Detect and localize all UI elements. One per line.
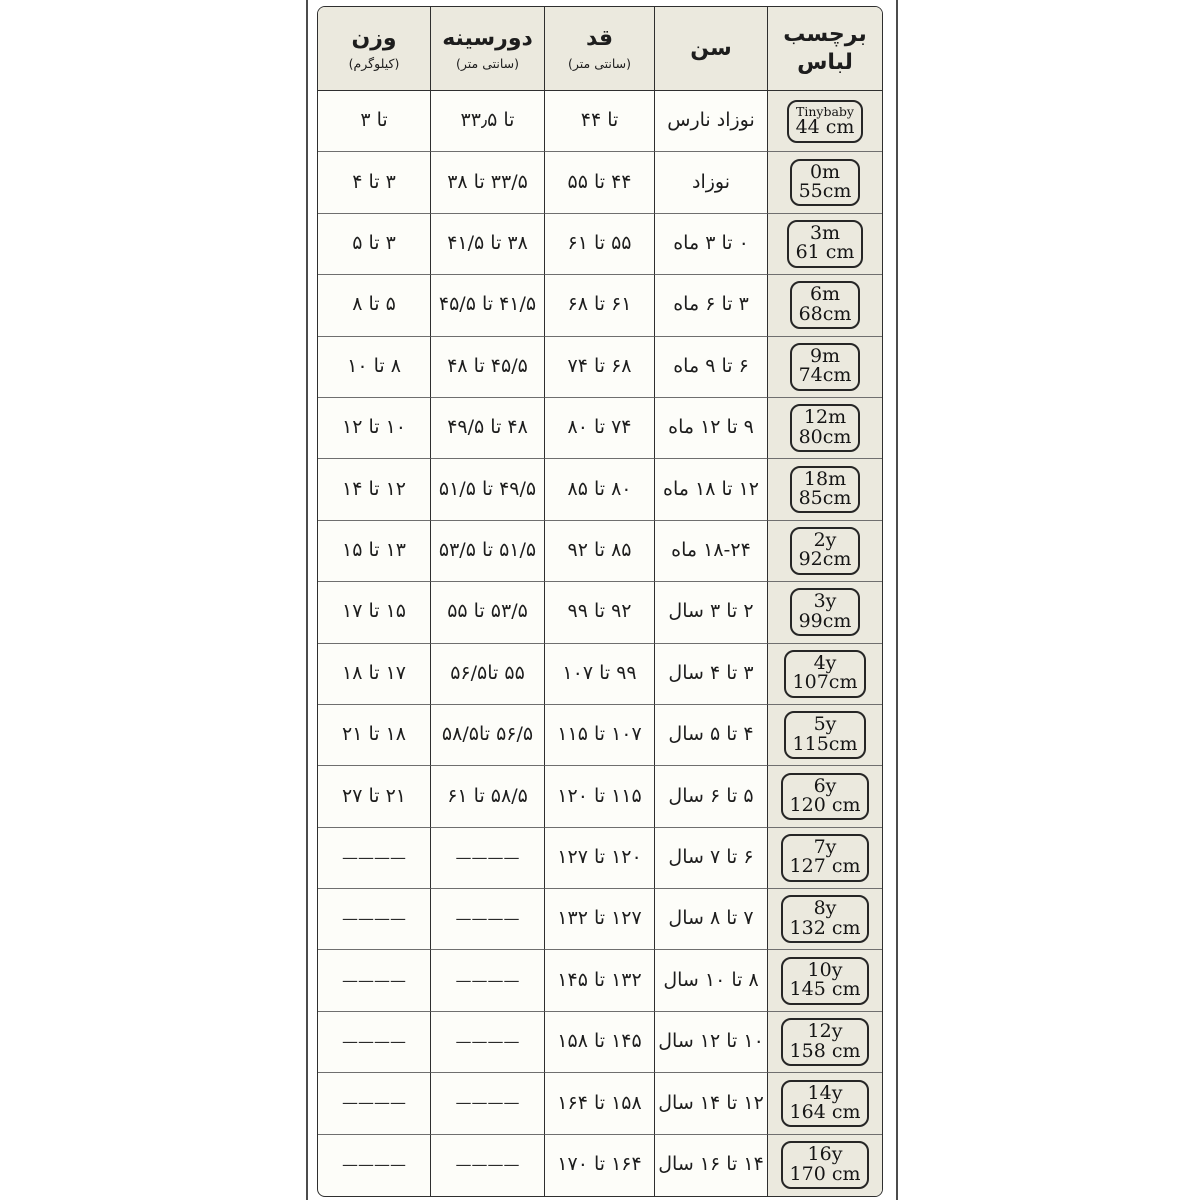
height-value: ۶۱ تا ۶۸ [567, 293, 632, 316]
size-label-badge [790, 588, 861, 636]
cell-height [545, 275, 655, 336]
age-value: نوزاد [691, 170, 731, 193]
right-frame-line [896, 0, 898, 1200]
cell-weight [318, 337, 431, 398]
size-label-badge [790, 159, 861, 207]
size-cm: 61 cm [795, 241, 855, 264]
size-cm: 145 cm [789, 978, 861, 1001]
cell-height [545, 459, 655, 520]
header-weight-title: وزن [351, 26, 397, 52]
height-value: ۸۰ تا ۸۵ [567, 477, 632, 500]
age-value: ۱۰ تا ۱۲ سال [658, 1030, 764, 1053]
cell-size-label [768, 889, 882, 950]
height-value: ۱۲۷ تا ۱۳۲ [557, 907, 642, 930]
cell-chest [431, 889, 545, 950]
height-value: ۱۱۵ تا ۱۲۰ [557, 784, 642, 807]
cell-age [655, 152, 768, 213]
cell-size-label [768, 91, 882, 152]
cell-size-label [768, 828, 882, 889]
header-age-title: سن [690, 35, 732, 61]
cell-chest [431, 275, 545, 336]
size-label-badge [781, 773, 870, 821]
cell-age [655, 91, 768, 152]
size-cm: 115cm [792, 732, 858, 755]
cell-size-label [768, 521, 882, 582]
cell-height [545, 766, 655, 827]
size-code: 6m [809, 283, 841, 306]
age-value: ۶ تا ۹ ماه [673, 354, 749, 377]
cell-weight [318, 1012, 431, 1073]
size-code: 18m [803, 467, 847, 490]
cell-size-label [768, 275, 882, 336]
age-value: ۱۲ تا ۱۸ ماه [663, 477, 759, 500]
weight-value: ———— [342, 970, 406, 990]
height-value: ۱۶۴ تا ۱۷۰ [557, 1153, 642, 1176]
cell-weight [318, 152, 431, 213]
chest-value: ۴۹/۵ تا ۵۱/۵ [438, 477, 537, 500]
size-code: 6y [813, 774, 837, 797]
cell-size-label [768, 1012, 882, 1073]
chest-value: ۳۳/۵ تا ۳۸ [447, 170, 528, 193]
chest-value: ۵۶/۵ تا۵۸/۵ [441, 723, 534, 746]
cell-chest [431, 644, 545, 705]
cell-height [545, 91, 655, 152]
height-value: ۶۸ تا ۷۴ [567, 354, 632, 377]
size-code: 16y [807, 1143, 843, 1166]
age-value: ۵ تا ۶ سال [668, 784, 754, 807]
cell-chest [431, 152, 545, 213]
size-label-badge [781, 957, 870, 1005]
cell-weight [318, 459, 431, 520]
size-cm: 92cm [798, 548, 852, 571]
cell-chest [431, 1012, 545, 1073]
cell-size-label [768, 582, 882, 643]
height-value: ۱۵۸ تا ۱۶۴ [557, 1091, 642, 1114]
cell-age [655, 1073, 768, 1134]
age-value: ۳ تا ۴ سال [668, 661, 754, 684]
cell-size-label [768, 766, 882, 827]
height-value: ۱۲۰ تا ۱۲۷ [557, 845, 642, 868]
size-code: 5y [813, 713, 837, 736]
cell-chest [431, 705, 545, 766]
size-cm: 99cm [798, 609, 852, 632]
cell-weight [318, 214, 431, 275]
chest-value: تا ۳۳٫۵ [460, 109, 515, 132]
cell-weight [318, 91, 431, 152]
cell-size-label [768, 1073, 882, 1134]
size-cm: 132 cm [789, 916, 861, 939]
height-value: ۱۳۲ تا ۱۴۵ [557, 968, 642, 991]
size-code: Tinybaby [796, 103, 854, 119]
cell-age [655, 644, 768, 705]
cell-size-label [768, 1135, 882, 1196]
cell-size-label [768, 950, 882, 1011]
size-label-badge [784, 711, 867, 759]
weight-value: ۳ تا ۵ [352, 232, 396, 255]
size-label-badge [790, 343, 861, 391]
age-value: ۱۴ تا ۱۶ سال [658, 1153, 764, 1176]
cell-age [655, 1012, 768, 1073]
size-cm: 74cm [798, 364, 852, 387]
cell-weight [318, 1073, 431, 1134]
cell-weight [318, 705, 431, 766]
cell-height [545, 398, 655, 459]
cell-age [655, 521, 768, 582]
weight-value: ۵ تا ۸ [352, 293, 396, 316]
cell-weight [318, 766, 431, 827]
cell-age [655, 337, 768, 398]
chest-value: ۴۱/۵ تا ۴۵/۵ [438, 293, 537, 316]
cell-weight [318, 398, 431, 459]
weight-value: ۳ تا ۴ [352, 170, 396, 193]
size-label-badge [790, 466, 861, 514]
cell-weight [318, 1135, 431, 1196]
age-value: ۳ تا ۶ ماه [673, 293, 749, 316]
cell-height [545, 644, 655, 705]
cell-chest [431, 950, 545, 1011]
weight-value: ۲۱ تا ۲۷ [342, 784, 406, 807]
size-code: 3m [809, 222, 841, 245]
cell-age [655, 828, 768, 889]
cell-chest [431, 1135, 545, 1196]
size-label-badge [781, 1141, 870, 1189]
size-cm: 158 cm [789, 1039, 861, 1062]
header-chest-title: دورسینه [442, 26, 533, 52]
size-label-badge [781, 895, 870, 943]
height-value: تا ۴۴ [580, 109, 619, 132]
weight-value: ۱۵ تا ۱۷ [342, 600, 406, 623]
cell-age [655, 766, 768, 827]
header-clothing-label-title: برچسب لباس [783, 22, 867, 75]
cell-size-label [768, 214, 882, 275]
age-value: ۸ تا ۱۰ سال [663, 968, 759, 991]
left-frame-line [306, 0, 308, 1200]
height-value: ۵۵ تا ۶۱ [567, 232, 632, 255]
cell-chest [431, 828, 545, 889]
cell-age [655, 582, 768, 643]
chest-value: ———— [455, 1032, 520, 1052]
header-chest-subtitle: (سانتی متر) [455, 55, 520, 71]
header-weight-kg [318, 7, 431, 91]
cell-weight [318, 521, 431, 582]
size-code: 9m [809, 344, 841, 367]
chest-value: ۵۳/۵ تا ۵۵ [447, 600, 528, 623]
size-chart-table [317, 6, 883, 1197]
size-label-badge [790, 281, 861, 329]
age-value: ۲ تا ۳ سال [668, 600, 754, 623]
cell-age [655, 459, 768, 520]
size-code: 12y [807, 1020, 843, 1043]
cell-height [545, 828, 655, 889]
height-value: ۹۹ تا ۱۰۷ [562, 661, 637, 684]
size-label-badge [790, 527, 861, 575]
size-cm: 85cm [798, 487, 852, 510]
age-value: ۶ تا ۷ سال [668, 845, 754, 868]
cell-age [655, 398, 768, 459]
cell-weight [318, 950, 431, 1011]
chest-value: ۵۵ تا۵۶/۵ [450, 661, 525, 684]
cell-weight [318, 644, 431, 705]
height-value: ۷۴ تا ۸۰ [567, 416, 632, 439]
header-age [655, 7, 768, 91]
cell-chest [431, 398, 545, 459]
weight-value: ———— [342, 847, 406, 867]
header-height-subtitle: (سانتی متر) [567, 55, 632, 71]
chest-value: ۴۸ تا ۴۹/۵ [447, 416, 528, 439]
size-code: 2y [813, 529, 837, 552]
size-code: 14y [807, 1081, 843, 1104]
cell-chest [431, 1073, 545, 1134]
cell-height [545, 1135, 655, 1196]
cell-height [545, 889, 655, 950]
cell-height [545, 521, 655, 582]
age-value: ۹ تا ۱۲ ماه [668, 416, 754, 439]
size-label-badge [790, 404, 861, 452]
age-value: ۴ تا ۵ سال [668, 723, 754, 746]
size-cm: 164 cm [789, 1100, 861, 1123]
cell-weight [318, 828, 431, 889]
height-value: ۸۵ تا ۹۲ [567, 539, 632, 562]
height-value: ۹۲ تا ۹۹ [567, 600, 632, 623]
size-code: 7y [813, 835, 837, 858]
cell-height [545, 705, 655, 766]
cell-chest [431, 214, 545, 275]
cell-age [655, 705, 768, 766]
header-clothing-label [768, 7, 882, 91]
weight-value: ———— [342, 909, 406, 929]
cell-age [655, 1135, 768, 1196]
size-cm: 55cm [798, 180, 852, 203]
cell-chest [431, 459, 545, 520]
size-label-badge [784, 650, 867, 698]
weight-value: ۱۲ تا ۱۴ [342, 477, 406, 500]
weight-value: ———— [342, 1155, 406, 1175]
weight-value: ۱۷ تا ۱۸ [342, 661, 406, 684]
chest-value: ۵۱/۵ تا ۵۳/۵ [438, 539, 537, 562]
chest-value: ۵۸/۵ تا ۶۱ [447, 784, 528, 807]
size-cm: 107cm [792, 671, 858, 694]
cell-height [545, 950, 655, 1011]
size-code: 12m [803, 406, 847, 429]
age-value: ۱۲ تا ۱۴ سال [658, 1091, 764, 1114]
weight-value: ۱۰ تا ۱۲ [342, 416, 406, 439]
age-value: ۰ تا ۳ ماه [673, 232, 749, 255]
size-cm: 127 cm [789, 855, 861, 878]
size-cm: 44 cm [795, 116, 855, 139]
cell-height [545, 1012, 655, 1073]
cell-size-label [768, 152, 882, 213]
chest-value: ۳۸ تا ۴۱/۵ [447, 232, 528, 255]
height-value: ۱۴۵ تا ۱۵۸ [557, 1030, 642, 1053]
header-height-cm [545, 7, 655, 91]
size-label-badge [781, 834, 870, 882]
age-value: ۱۸-۲۴ ماه [671, 539, 751, 562]
cell-weight [318, 889, 431, 950]
size-label-badge [787, 100, 864, 143]
cell-size-label [768, 398, 882, 459]
cell-weight [318, 582, 431, 643]
cell-size-label [768, 644, 882, 705]
cell-weight [318, 275, 431, 336]
size-code: 4y [813, 651, 837, 674]
cell-age [655, 950, 768, 1011]
cell-size-label [768, 705, 882, 766]
weight-value: ———— [342, 1093, 406, 1113]
chest-value: ———— [455, 847, 520, 867]
height-value: ۴۴ تا ۵۵ [567, 170, 632, 193]
cell-size-label [768, 459, 882, 520]
chest-value: ———— [455, 1093, 520, 1113]
cell-chest [431, 521, 545, 582]
age-value: ۷ تا ۸ سال [668, 907, 754, 930]
chest-value: ———— [455, 909, 520, 929]
size-label-badge [781, 1018, 870, 1066]
size-cm: 68cm [798, 302, 852, 325]
weight-value: ۱۸ تا ۲۱ [342, 723, 406, 746]
weight-value: ———— [342, 1032, 406, 1052]
height-value: ۱۰۷ تا ۱۱۵ [557, 723, 642, 746]
size-cm: 80cm [798, 425, 852, 448]
cell-chest [431, 766, 545, 827]
weight-value: تا ۳ [360, 109, 388, 132]
chest-value: ———— [455, 1155, 520, 1175]
age-value: نوزاد نارس [667, 109, 755, 132]
cell-height [545, 337, 655, 398]
cell-age [655, 214, 768, 275]
chest-value: ۴۵/۵ تا ۴۸ [447, 354, 528, 377]
cell-chest [431, 337, 545, 398]
size-cm: 120 cm [789, 793, 861, 816]
chest-value: ———— [455, 970, 520, 990]
cell-height [545, 582, 655, 643]
cell-height [545, 214, 655, 275]
header-height-title: قد [585, 26, 614, 52]
cell-height [545, 1073, 655, 1134]
size-code: 3y [813, 590, 837, 613]
cell-age [655, 275, 768, 336]
cell-size-label [768, 337, 882, 398]
header-weight-subtitle: (کیلوگرم) [348, 55, 400, 71]
weight-value: ۱۳ تا ۱۵ [342, 539, 406, 562]
size-code: 0m [809, 160, 841, 183]
cell-age [655, 889, 768, 950]
size-label-badge [781, 1080, 870, 1128]
size-code: 8y [813, 897, 837, 920]
cell-height [545, 152, 655, 213]
size-label-badge [787, 220, 864, 268]
weight-value: ۸ تا ۱۰ [347, 354, 401, 377]
cell-chest [431, 582, 545, 643]
header-chest-cm [431, 7, 545, 91]
cell-chest [431, 91, 545, 152]
size-cm: 170 cm [789, 1162, 861, 1185]
size-code: 10y [807, 958, 843, 981]
